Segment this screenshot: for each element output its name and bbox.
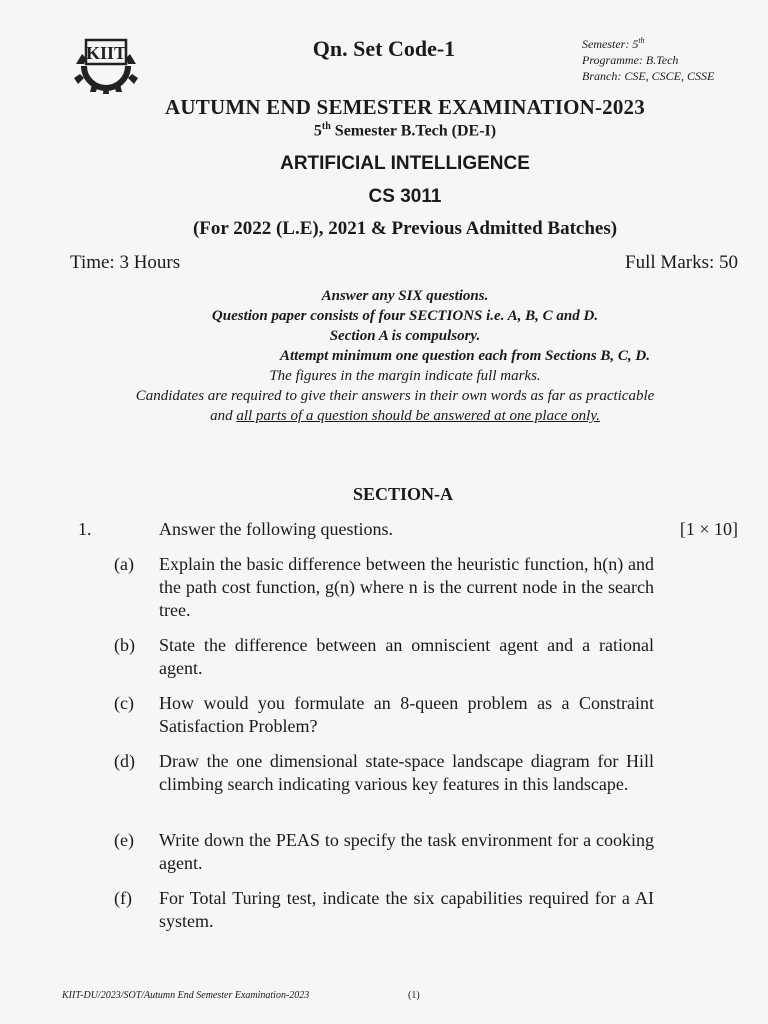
sub-question bbox=[114, 553, 654, 622]
question-text: Answer the following questions. bbox=[159, 519, 393, 539]
sub-question-text: Write down the PEAS to specify the task environment for a cooking agent. bbox=[159, 830, 654, 873]
instruction-line-2: Question paper consists of four SECTIONS i.e. A, B, C and D. bbox=[211, 308, 599, 324]
instruction-line-1: Answer any SIX questions. bbox=[321, 288, 489, 304]
sub-question-text: How would you formulate an 8-queen problem as a Constraint Satisfaction Problem? bbox=[159, 693, 654, 736]
meta-branch: Branch: CSE, CSCE, CSSE bbox=[582, 69, 715, 83]
sub-question-text: Explain the basic difference between the heuristic function, h(n) and the path cost function, g(n) where n is the current node in the search tree. bbox=[159, 554, 654, 620]
instruction-line-5: The figures in the margin indicate full marks. bbox=[269, 368, 541, 384]
sub-question-text: State the difference between an omniscient agent and a rational agent. bbox=[159, 635, 654, 678]
sub-question-label: (d) bbox=[114, 751, 135, 771]
sub-question-label: (f) bbox=[114, 888, 132, 908]
sub-question bbox=[114, 887, 654, 933]
sub-question-label: (a) bbox=[114, 554, 134, 574]
question-set-code: Qn. Set Code-1 bbox=[312, 36, 456, 61]
exam-title: AUTUMN END SEMESTER EXAMINATION-2023 bbox=[165, 95, 645, 119]
exam-meta bbox=[582, 33, 714, 84]
sub-question bbox=[114, 750, 654, 796]
semester-line: 5th Semester B.Tech (DE-I) bbox=[313, 121, 497, 140]
subject-title: ARTIFICIAL INTELLIGENCE bbox=[280, 153, 530, 174]
svg-text:KIIT: KIIT bbox=[85, 43, 127, 63]
sub-question bbox=[114, 692, 654, 738]
instruction-line-4: Attempt minimum one question each from Sections B, C, D. bbox=[279, 348, 651, 364]
sub-question bbox=[114, 634, 654, 680]
question-marks: [1 × 10] bbox=[679, 519, 738, 539]
sub-question-label: (e) bbox=[114, 830, 134, 850]
question-number: 1. bbox=[78, 519, 92, 539]
exam-time: Time: 3 Hours bbox=[70, 252, 181, 273]
page-number: (1) bbox=[408, 990, 420, 1001]
sub-question-text: Draw the one dimensional state-space landscape diagram for Hill climbing search indicating various key features in this landscape. bbox=[159, 751, 654, 794]
section-title: SECTION-A bbox=[352, 484, 454, 504]
meta-programme: Programme: B.Tech bbox=[582, 53, 679, 67]
sub-question-label: (b) bbox=[114, 635, 135, 655]
batches-line: (For 2022 (L.E), 2021 & Previous Admitted Batches) bbox=[192, 218, 618, 239]
full-marks: Full Marks: 50 bbox=[625, 252, 738, 273]
instruction-line-6: Candidates are required to give their answers in their own words as far as practicable bbox=[135, 388, 655, 404]
sub-question-text: For Total Turing test, indicate the six capabilities required for a AI system. bbox=[159, 888, 654, 931]
sub-question bbox=[114, 829, 654, 875]
meta-semester: Semester: 5th bbox=[582, 36, 645, 51]
subject-code: CS 3011 bbox=[368, 186, 442, 207]
instruction-line-3: Section A is compulsory. bbox=[329, 328, 481, 344]
sub-question-label: (c) bbox=[114, 693, 134, 713]
footer-text: KIIT-DU/2023/SOT/Autumn End Semester Examination-2023 bbox=[62, 990, 310, 1001]
instruction-line-7: and all parts of a question should be answered at one place only. bbox=[210, 408, 600, 424]
